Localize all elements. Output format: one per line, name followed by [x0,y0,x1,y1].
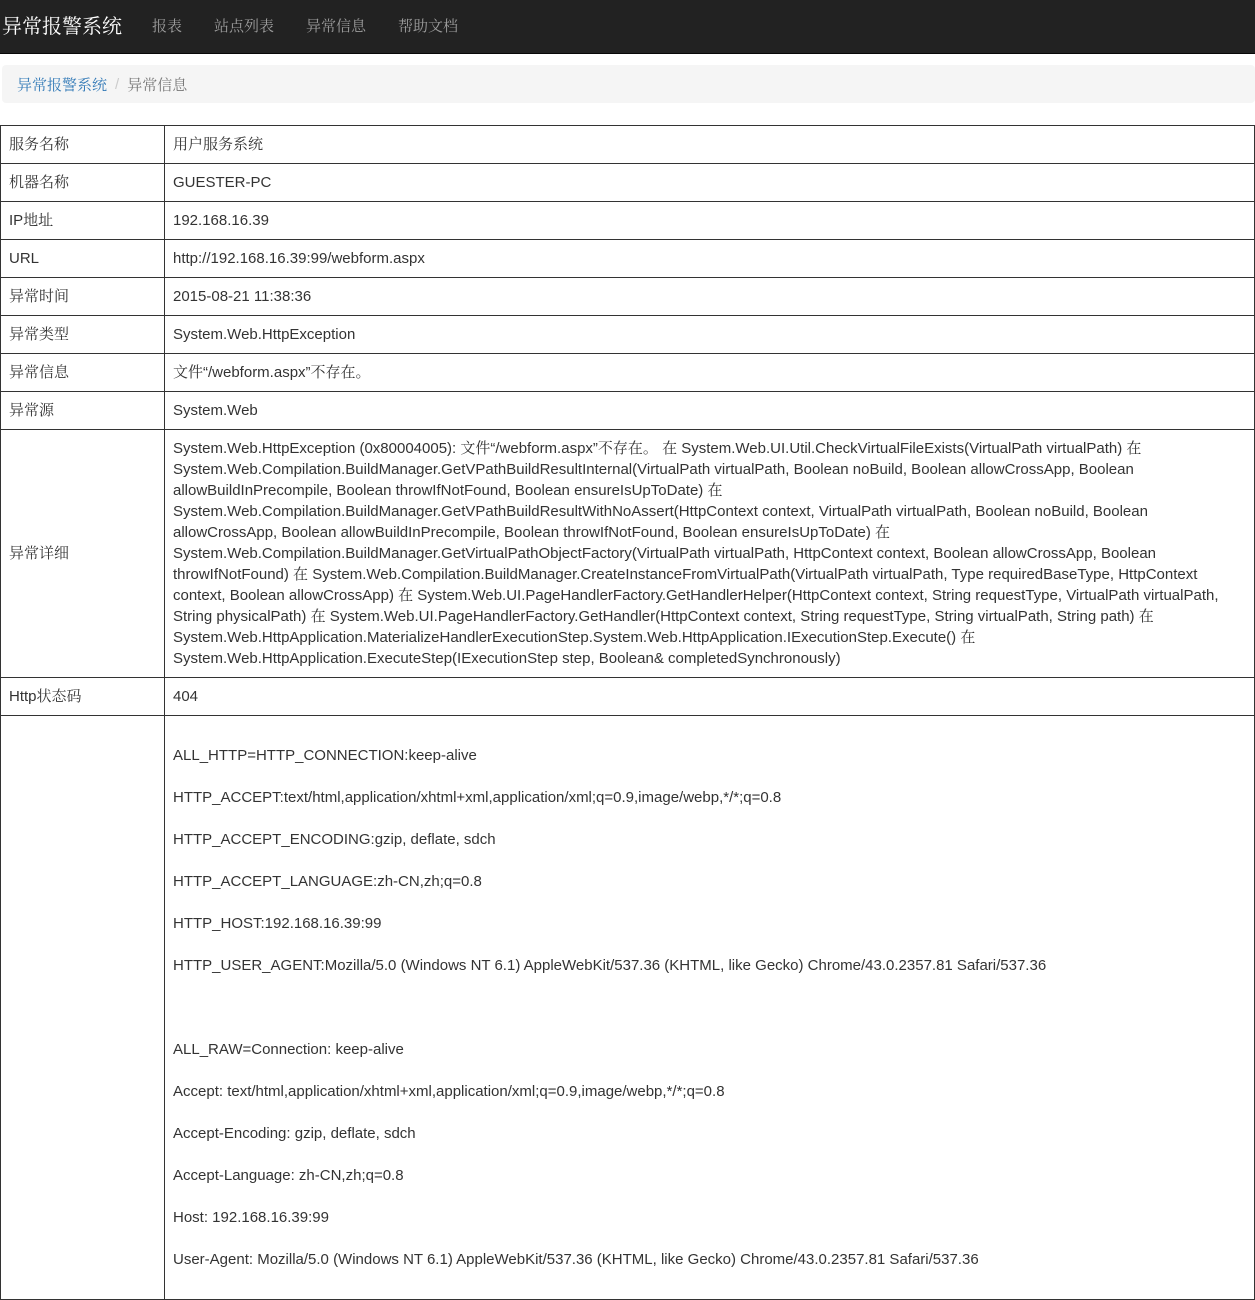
server-var-line: HTTP_ACCEPT_ENCODING:gzip, deflate, sdch [173,831,496,848]
server-var-line: HTTP_HOST:192.168.16.39:99 [173,915,382,932]
server-var-line: Accept-Encoding: gzip, deflate, sdch [173,1125,416,1142]
http-status-value: 404 [165,678,1255,716]
server-var-line: HTTP_USER_AGENT:Mozilla/5.0 (Windows NT 6.1) AppleWebKit/537.36 (KHTML, like Gecko) Chrome/43.0.2357.81 Safari/537.36 [173,957,1047,974]
machine-name-value: GUESTER-PC [165,164,1255,202]
nav-item-reports[interactable]: 报表 [152,17,183,35]
nav-item-exceptions[interactable]: 异常信息 [306,17,367,35]
server-variables-value [165,716,1255,1300]
top-navbar [0,0,1255,54]
table-row [1,354,1255,392]
stacktrace-value: System.Web.HttpException (0x80004005): 文件“/webform.aspx”不存在。 在 System.Web.UI.Util.CheckVirtualFileExists(VirtualPath virtualPath) 在 System.Web.Compilation.BuildManager.GetVPathBuildResultInternal(VirtualPath virtualPath, Boolean noBuild, Boolean allowCrossApp, Boolean allowBuildInPrecompile, Boolean throwIfNotFound, Boolean ensureIsUpToDate) 在 System.Web.Compilation.BuildManager.GetVPathBuildResultWithNoAssert(HttpContext context, VirtualPath virtualPath, Boolean noBuild, Boolean allowCrossApp, Boolean allowBuildInPrecompile, Boolean throwIfNotFound, Boolean ensureIsUpToDate) 在 System.Web.Compilation.BuildManager.GetVirtualPathObjectFactory(VirtualPath virtualPath, HttpContext context, Boolean allowCrossApp, Boolean throwIfNotFound) 在 System.Web.Compilation.BuildManager.CreateInstanceFromVirtualPath(VirtualPath virtualPath, Type requiredBaseType, HttpContext context, Boolean allowCrossApp) 在 System.Web.UI.PageHandlerFactory.GetHandlerHelper(HttpContext context, String requestType, VirtualPath virtualPath, String physicalPath) 在 System.Web.UI.PageHandlerFactory.GetHandler(HttpContext context, String requestType, String virtualPath, String path) 在 System.Web.HttpApplication.MaterializeHandlerExecutionStep.System.Web.HttpApplication.IExecutionStep.Execute() 在 System.Web.HttpApplication.ExecuteStep(IExecutionStep step, Boolean& completedSynchronously) [165,430,1255,678]
navbar-brand[interactable]: 异常报警系统 [2,15,122,38]
exception-message-value: 文件“/webform.aspx”不存在。 [165,354,1255,392]
service-name-value: 用户服务系统 [165,126,1255,164]
row-label: 异常类型 [1,316,165,354]
exception-detail-table [0,125,1255,1300]
breadcrumb [2,65,1255,103]
server-var-line: HTTP_ACCEPT:text/html,application/xhtml+xml,application/xml;q=0.9,image/webp,*/*;q=0.8 [173,789,782,806]
exception-source-value: System.Web [165,392,1255,430]
table-row [1,716,1255,1300]
server-var-line: ALL_HTTP=HTTP_CONNECTION:keep-alive [173,747,477,764]
nav-item-help-docs[interactable]: 帮助文档 [398,17,459,35]
table-row [1,202,1255,240]
row-label: URL [1,240,165,278]
exception-type-value: System.Web.HttpException [165,316,1255,354]
server-var-spacer [173,997,1246,1018]
table-row [1,392,1255,430]
nav-item-site-list[interactable]: 站点列表 [214,17,275,35]
exception-time-value: 2015-08-21 11:38:36 [165,278,1255,316]
row-label: IP地址 [1,202,165,240]
row-label: Http状态码 [1,678,165,716]
server-var-line: Host: 192.168.16.39:99 [173,1209,329,1226]
server-var-line: Accept: text/html,application/xhtml+xml,application/xml;q=0.9,image/webp,*/*;q=0.8 [173,1083,725,1100]
table-row [1,278,1255,316]
table-row [1,240,1255,278]
table-row [1,126,1255,164]
server-var-line: HTTP_ACCEPT_LANGUAGE:zh-CN,zh;q=0.8 [173,873,482,890]
row-label: 服务名称 [1,126,165,164]
url-value: http://192.168.16.39:99/webform.aspx [165,240,1255,278]
table-row [1,678,1255,716]
row-label [1,716,165,1300]
row-label: 机器名称 [1,164,165,202]
server-var-line: ALL_RAW=Connection: keep-alive [173,1041,404,1058]
row-label: 异常时间 [1,278,165,316]
breadcrumb-home-link[interactable]: 异常报警系统 [17,76,108,94]
row-label: 异常详细 [1,430,165,678]
table-row [1,164,1255,202]
table-row [1,316,1255,354]
breadcrumb-separator: / [115,75,120,93]
server-var-line: User-Agent: Mozilla/5.0 (Windows NT 6.1) AppleWebKit/537.36 (KHTML, like Gecko) Chrome/43.0.2357.81 Safari/537.36 [173,1251,979,1268]
row-label: 异常源 [1,392,165,430]
ip-address-value: 192.168.16.39 [165,202,1255,240]
table-row [1,430,1255,678]
server-var-line: Accept-Language: zh-CN,zh;q=0.8 [173,1167,404,1184]
row-label: 异常信息 [1,354,165,392]
breadcrumb-current: 异常信息 [127,76,188,94]
